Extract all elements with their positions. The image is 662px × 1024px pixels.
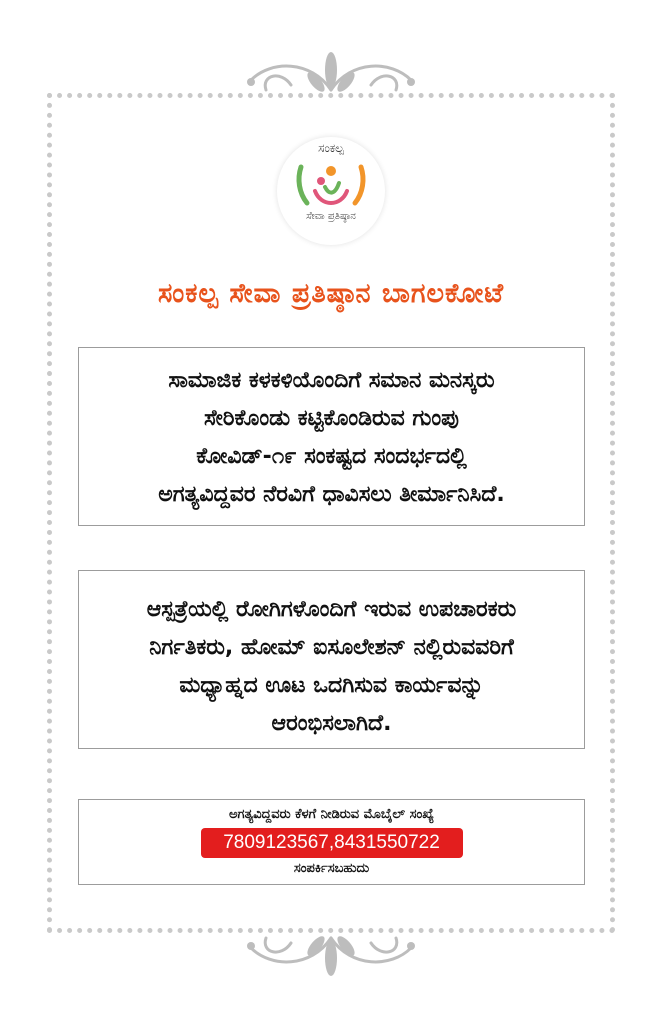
info-box-intro: [78, 347, 585, 526]
logo-bottom-text: ಸೇವಾ ಪ್ರತಿಷ್ಠಾನ: [306, 211, 356, 222]
intro-line: ಅಗತ್ಯವಿದ್ದವರ ನೆರವಿಗೆ ಧಾವಿಸಲು ತೀರ್ಮಾನಿಸಿದೆ.: [158, 482, 505, 507]
intro-line: ಸಾಮಾಜಿಕ ಕಳಕಳಿಯೊಂದಿಗೆ ಸಮಾನ ಮನಸ್ಕರು: [168, 368, 495, 393]
contact-instruction-end: ಸಂಪರ್ಕಿಸಬಹುದು: [293, 861, 370, 876]
intro-line: ಕೋವಿಡ್-೧೯ ಸಂಕಷ್ಟದ ಸಂದರ್ಭದಲ್ಲಿ: [196, 444, 467, 469]
page-title: ಸಂಕಲ್ಪ ಸೇವಾ ಪ್ರತಿಷ್ಠಾನ ಬಾಗಲಕೋಟೆ: [157, 278, 505, 309]
service-line: ಆಸ್ಪತ್ರೆಯಲ್ಲಿ ರೋಗಿಗಳೊಂದಿಗೆ ಇರುವ ಉಪಚಾರಕರು: [146, 597, 517, 622]
top-flourish-ornament: [231, 40, 431, 110]
bottom-flourish-ornament: [231, 918, 431, 988]
info-box-service: [78, 570, 585, 749]
logo-top-text: ಸಂಕಲ್ಪ: [318, 141, 344, 155]
intro-line: ಸೇರಿಕೊಂಡು ಕಟ್ಟಿಕೊಂಡಿರುವ ಗುಂಪು: [204, 406, 459, 431]
service-line: ಮಧ್ಯಾಹ್ನದ ಊಟ ಒದಗಿಸುವ ಕಾರ್ಯವನ್ನು: [179, 673, 484, 698]
sankalpa-logo: [277, 137, 385, 245]
contact-instruction: ಅಗತ್ಯವಿದ್ದವರು ಕೆಳಗೆ ನೀಡಿರುವ ಮೊಬೈಲ್ ಸಂಖ್ಯೆ: [228, 807, 435, 822]
contact-box: [78, 799, 585, 885]
service-line: ಆರಂಭಿಸಲಾಗಿದೆ.: [271, 711, 392, 736]
hands-logo-icon: [291, 157, 371, 213]
service-line: ನಿರ್ಗತಿಕರು, ಹೋಮ್ ಐಸೂಲೇಶನ್ ನಲ್ಲಿರುವವರಿಗೆ: [149, 635, 514, 660]
phone-numbers[interactable]: 7809123567,8431550722: [201, 828, 463, 858]
